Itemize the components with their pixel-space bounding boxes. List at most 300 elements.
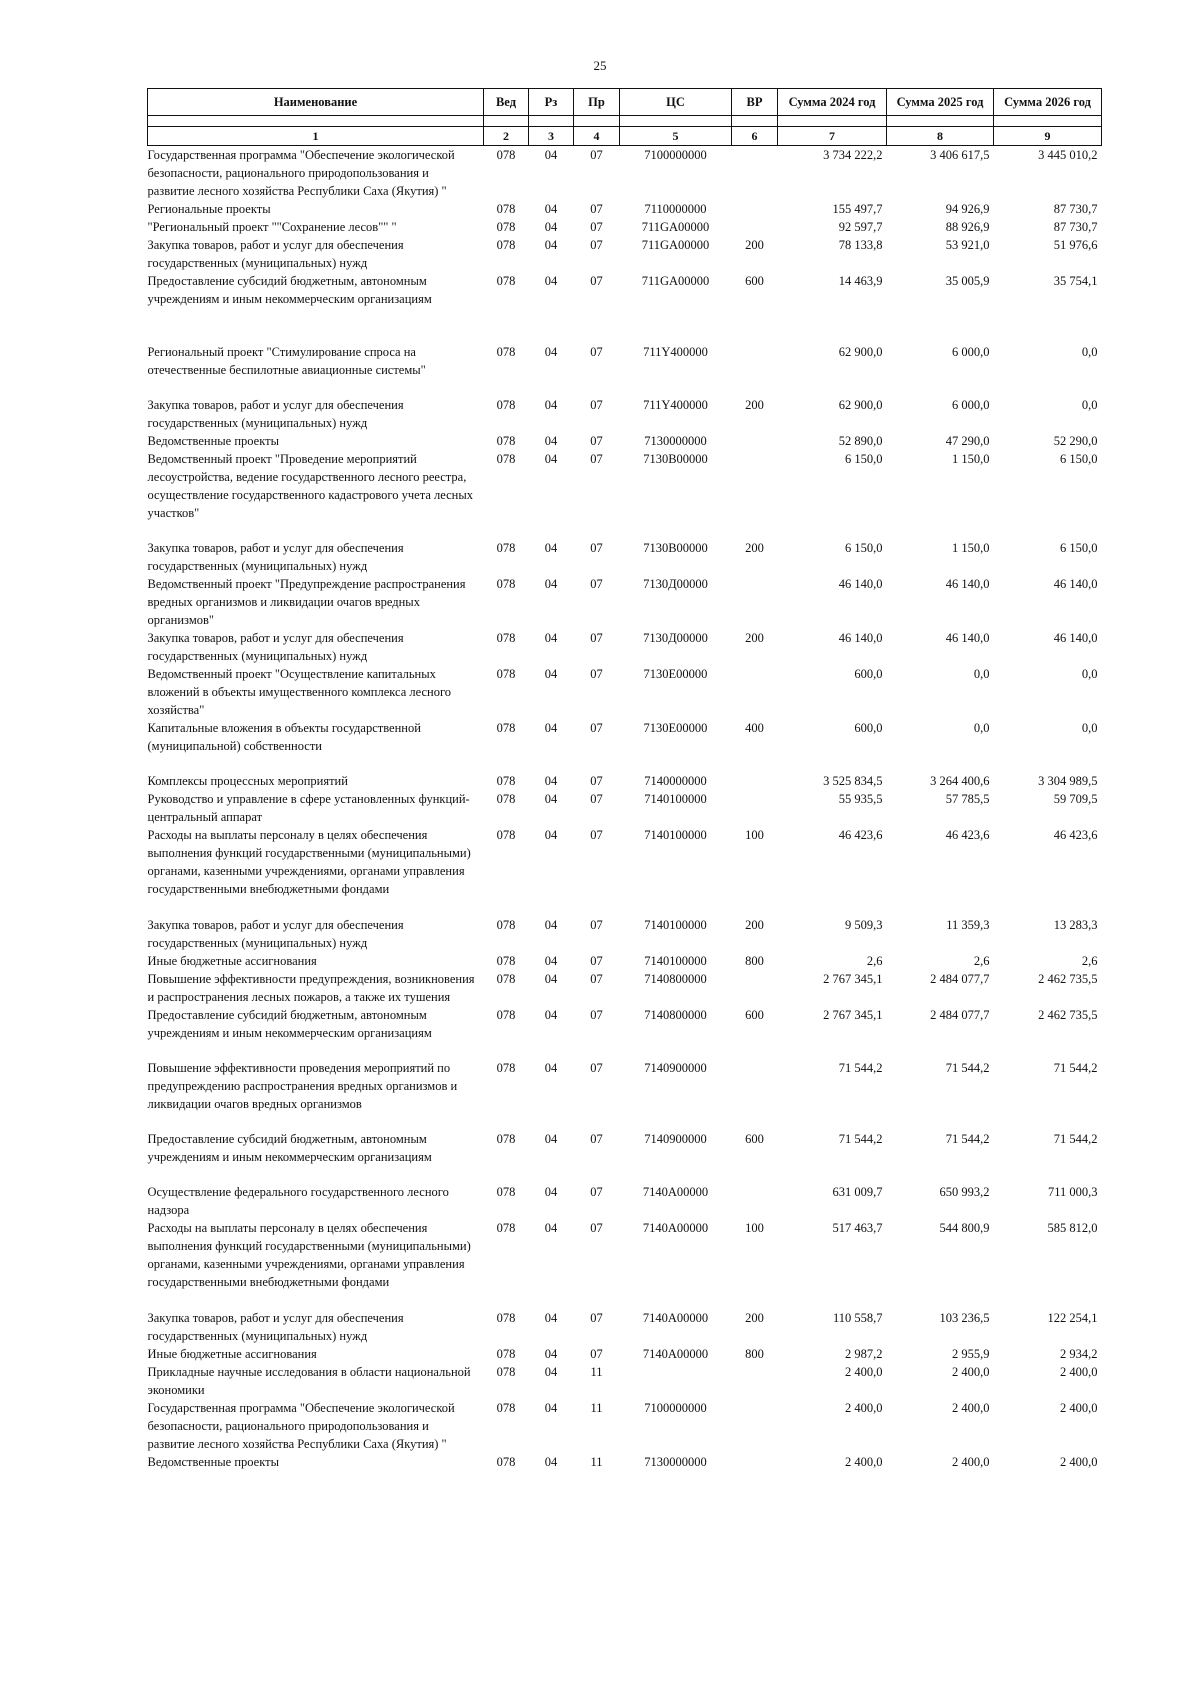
table-row [148,539,1102,575]
row-vr: 200 [745,631,764,645]
row-sum-2024: 3 734 222,2 [823,148,883,162]
row-rz: 04 [544,274,558,288]
row-pr: 07 [590,1311,603,1325]
row-sum-2024: 2 767 345,1 [823,972,883,986]
header-sum-2024: Сумма 2024 год [778,89,887,116]
row-name: Осуществление федерального государственного лесного надзора [147,1185,449,1217]
row-rz: 04 [544,398,558,412]
row-sum-2025: 46 140,0 [945,577,990,591]
row-ved: 078 [496,1132,516,1146]
row-ved: 078 [496,774,516,788]
row-sum-2026: 2 462 735,5 [1038,1008,1098,1022]
row-vr [732,200,778,218]
row-cs: 7130000000 [644,1455,707,1469]
row-pr: 07 [590,631,603,645]
row-rz: 04 [544,238,558,252]
row-rz: 04 [544,1221,558,1235]
row-pr: 07 [590,954,603,968]
table-row [148,396,1102,432]
row-sum-2025: 46 423,6 [945,828,990,842]
row-name: Предоставление субсидий бюджетным, автономным учреждениям и иным некоммерческим организациям [147,1132,432,1164]
row-sum-2026: 2 934,2 [1060,1347,1098,1361]
row-sum-2025: 35 005,9 [945,274,990,288]
row-name: Прикладные научные исследования в области национальной экономики [147,1365,471,1397]
row-rz: 04 [544,631,558,645]
row-vr: 600 [745,1008,764,1022]
table-row [148,236,1102,272]
row-rz: 04 [544,972,558,986]
row-rz: 04 [544,828,558,842]
row-sum-2025: 0,0 [973,721,990,735]
row-name: Государственная программа "Обеспечение экологической безопасности, рационального природопользования и развитие лесного хозяйства Республики Саха (Якутия) " [147,1401,455,1451]
row-ved: 078 [496,1455,516,1469]
row-name: Повышение эффективности предупреждения, возникновения и распространения лесных пожаров, а также их тушения [147,972,475,1004]
row-pr: 07 [590,434,603,448]
row-cs: 7130B00000 [643,541,708,555]
row-sum-2024: 62 900,0 [838,398,883,412]
row-sum-2024: 2 400,0 [845,1401,883,1415]
row-ved: 078 [496,452,516,466]
row-pr: 07 [590,1221,603,1235]
table-row [148,665,1102,719]
row-ved: 078 [496,1365,516,1379]
row-name: Предоставление субсидий бюджетным, автономным учреждениям и иным некоммерческим организациям [147,1008,432,1040]
table-row [148,1219,1102,1309]
table-body [148,146,1102,1472]
row-sum-2024: 600,0 [854,721,883,735]
row-name: Расходы на выплаты персоналу в целях обеспечения выполнения функций государственными (муниципальными) органами, казенными учреждениями, органами управления государственными внебюджетными фондами [147,828,471,896]
row-sum-2026: 3 445 010,2 [1038,148,1098,162]
row-vr: 600 [745,1132,764,1146]
row-pr: 07 [590,202,603,216]
row-pr: 07 [590,828,603,842]
row-pr: 07 [590,148,603,162]
row-vr: 200 [745,541,764,555]
row-cs: 711Y400000 [643,345,708,359]
row-sum-2026: 2 400,0 [1060,1455,1098,1469]
row-ved: 078 [496,1061,516,1075]
row-name: Государственная программа "Обеспечение экологической безопасности, рационального природопользования и развитие лесного хозяйства Республики Саха (Якутия) " [147,148,455,198]
row-cs: 7100000000 [644,1401,707,1415]
row-sum-2026: 46 140,0 [1053,577,1098,591]
row-pr: 11 [590,1365,603,1379]
row-sum-2024: 2 767 345,1 [823,1008,883,1022]
row-pr: 07 [590,541,603,555]
row-cs: 7140000000 [644,774,707,788]
row-sum-2025: 2 400,0 [952,1401,990,1415]
row-rz: 04 [544,434,558,448]
row-rz: 04 [544,721,558,735]
row-sum-2024: 2 987,2 [845,1347,883,1361]
column-number: 9 [994,127,1102,146]
row-name: Руководство и управление в сфере установленных функций-центральный аппарат [147,792,470,824]
table-row [148,952,1102,970]
table-header [148,89,1102,146]
row-vr: 200 [745,918,764,932]
row-sum-2024: 71 544,2 [838,1061,883,1075]
row-cs: 7140100000 [644,828,707,842]
row-rz: 04 [544,1008,558,1022]
row-sum-2024: 55 935,5 [838,792,883,806]
row-sum-2024: 517 463,7 [832,1221,883,1235]
row-cs: 711Y400000 [643,398,708,412]
row-ved: 078 [496,202,516,216]
row-vr [732,1453,778,1471]
row-sum-2025: 71 544,2 [945,1132,990,1146]
row-vr: 100 [745,1221,764,1235]
row-vr [732,218,778,236]
table-row [148,1363,1102,1399]
row-vr [732,575,778,629]
row-sum-2026: 35 754,1 [1053,274,1098,288]
row-rz: 04 [544,1185,558,1199]
table-row [148,432,1102,450]
column-number: 7 [778,127,887,146]
table-row [148,970,1102,1006]
budget-table-container [147,88,1098,1471]
column-number: 3 [529,127,574,146]
row-sum-2024: 2,6 [866,954,883,968]
table-row [148,450,1102,539]
row-ved: 078 [496,1185,516,1199]
header-sum-2026: Сумма 2026 год [994,89,1102,116]
row-sum-2026: 71 544,2 [1053,1132,1098,1146]
column-number: 1 [148,127,484,146]
row-cs: 7140100000 [644,954,707,968]
row-rz: 04 [544,1347,558,1361]
row-rz: 04 [544,792,558,806]
row-cs: 7110000000 [644,202,707,216]
row-sum-2024: 46 423,6 [838,828,883,842]
table-row [148,826,1102,916]
row-vr: 200 [745,238,764,252]
row-name: Закупка товаров, работ и услуг для обеспечения государственных (муниципальных) нужд [147,1311,404,1343]
row-sum-2025: 2 955,9 [952,1347,990,1361]
table-row [148,343,1102,396]
row-sum-2025: 650 993,2 [939,1185,990,1199]
column-number-row [148,127,1102,146]
row-pr: 07 [590,792,603,806]
row-ved: 078 [496,1401,516,1415]
row-rz: 04 [544,1401,558,1415]
column-number: 2 [484,127,529,146]
table-row [148,1453,1102,1471]
row-sum-2025: 47 290,0 [945,434,990,448]
row-rz: 04 [544,918,558,932]
row-ved: 078 [496,345,516,359]
header-pr: Пр [574,89,620,116]
row-name: Закупка товаров, работ и услуг для обеспечения государственных (муниципальных) нужд [147,631,404,663]
row-rz: 04 [544,1365,558,1379]
row-ved: 078 [496,238,516,252]
column-number: 4 [574,127,620,146]
row-sum-2025: 2 484 077,7 [930,972,990,986]
row-ved: 078 [496,631,516,645]
table-row [148,790,1102,826]
row-rz: 04 [544,541,558,555]
row-pr: 07 [590,398,603,412]
row-name: Закупка товаров, работ и услуг для обеспечения государственных (муниципальных) нужд [147,541,404,573]
header-row [148,89,1102,116]
row-cs: 7140900000 [644,1132,707,1146]
row-pr: 07 [590,238,603,252]
column-number: 5 [620,127,732,146]
row-sum-2024: 600,0 [854,667,883,681]
table-row [148,916,1102,952]
row-pr: 07 [590,721,603,735]
table-row [148,1006,1102,1059]
row-vr [732,1183,778,1219]
row-sum-2025: 6 000,0 [952,345,990,359]
row-pr: 07 [590,774,603,788]
row-pr: 07 [590,274,603,288]
row-name: Ведомственные проекты [147,1455,280,1469]
row-pr: 07 [590,1132,603,1146]
row-sum-2026: 2 462 735,5 [1038,972,1098,986]
table-row [148,1309,1102,1345]
row-ved: 078 [496,220,516,234]
row-sum-2025: 1 150,0 [952,541,990,555]
row-ved: 078 [496,434,516,448]
row-sum-2026: 122 254,1 [1047,1311,1098,1325]
row-sum-2024: 6 150,0 [845,452,883,466]
row-name: Иные бюджетные ассигнования [147,954,317,968]
table-row [148,629,1102,665]
row-sum-2026: 2 400,0 [1060,1365,1098,1379]
row-rz: 04 [544,452,558,466]
row-sum-2026: 6 150,0 [1060,452,1098,466]
row-ved: 078 [496,577,516,591]
table-row [148,146,1102,201]
row-sum-2024: 62 900,0 [838,345,883,359]
row-rz: 04 [544,220,558,234]
page-number: 25 [593,58,607,73]
row-vr: 200 [745,1311,764,1325]
row-vr: 600 [745,274,764,288]
row-sum-2025: 88 926,9 [945,220,990,234]
row-sum-2024: 6 150,0 [845,541,883,555]
row-vr: 800 [745,1347,764,1361]
row-name: Ведомственный проект "Проведение мероприятий лесоустройства, ведение государственного лесного реестра, осуществление государственного кадастрового учета лесных участков" [147,452,473,520]
row-ved: 078 [496,1008,516,1022]
row-ved: 078 [496,1311,516,1325]
row-pr: 07 [590,1061,603,1075]
row-cs: 7140A00000 [642,1347,709,1361]
row-rz: 04 [544,667,558,681]
row-pr: 11 [590,1401,603,1415]
row-vr [732,1363,778,1399]
row-pr: 07 [590,1185,603,1199]
row-rz: 04 [544,345,558,359]
row-ved: 078 [496,274,516,288]
row-pr: 07 [590,345,603,359]
row-cs: 711GA00000 [641,274,710,288]
row-sum-2024: 110 558,7 [832,1311,883,1325]
table-row [148,1059,1102,1130]
row-sum-2024: 9 509,3 [845,918,883,932]
row-cs: 7140800000 [644,972,707,986]
row-name: Ведомственный проект "Предупреждение распространения вредных организмов и ликвидации очагов вредных организмов" [147,577,466,627]
row-vr [732,970,778,1006]
row-sum-2024: 46 140,0 [838,577,883,591]
row-sum-2024: 92 597,7 [838,220,883,234]
header-cs: ЦС [620,89,732,116]
row-sum-2025: 46 140,0 [945,631,990,645]
table-row [148,218,1102,236]
header-gap [148,116,1102,127]
header-sum-2025: Сумма 2025 год [887,89,994,116]
row-rz: 04 [544,148,558,162]
row-sum-2026: 46 423,6 [1053,828,1098,842]
row-vr [732,1059,778,1130]
row-rz: 04 [544,954,558,968]
row-rz: 04 [544,1132,558,1146]
row-sum-2024: 2 400,0 [845,1365,883,1379]
table-row [148,1399,1102,1453]
row-sum-2025: 2 400,0 [952,1365,990,1379]
row-ved: 078 [496,918,516,932]
row-sum-2026: 2,6 [1081,954,1098,968]
row-ved: 078 [496,792,516,806]
row-name: Расходы на выплаты персоналу в целях обеспечения выполнения функций государственными (муниципальными) органами, казенными учреждениями, органами управления государственными внебюджетными фондами [147,1221,471,1289]
row-sum-2025: 1 150,0 [952,452,990,466]
row-sum-2024: 155 497,7 [832,202,883,216]
row-cs: 7140100000 [644,918,707,932]
row-sum-2025: 71 544,2 [945,1061,990,1075]
row-sum-2026: 585 812,0 [1047,1221,1098,1235]
row-pr: 07 [590,577,603,591]
row-sum-2026: 51 976,6 [1053,238,1098,252]
row-sum-2025: 3 406 617,5 [930,148,990,162]
row-cs: 7140A00000 [642,1185,709,1199]
row-name: Региональный проект "Стимулирование спроса на отечественные беспилотные авиационные системы" [147,345,426,377]
row-rz: 04 [544,774,558,788]
row-cs: 7140A00000 [642,1221,709,1235]
row-sum-2026: 2 400,0 [1060,1401,1098,1415]
row-sum-2025: 3 264 400,6 [930,774,990,788]
row-vr [732,772,778,790]
row-ved: 078 [496,1221,516,1235]
row-sum-2026: 711 000,3 [1047,1185,1098,1199]
row-cs: 7130E00000 [643,721,708,735]
table-row [148,200,1102,218]
row-sum-2025: 94 926,9 [945,202,990,216]
row-ved: 078 [496,148,516,162]
row-sum-2025: 2,6 [973,954,990,968]
table-row [148,772,1102,790]
row-name: Закупка товаров, работ и услуг для обеспечения государственных (муниципальных) нужд [147,918,404,950]
row-name: Капитальные вложения в объекты государственной (муниципальной) собственности [147,721,421,753]
row-sum-2025: 53 921,0 [945,238,990,252]
row-ved: 078 [496,828,516,842]
row-vr [732,790,778,826]
row-cs: 711GA00000 [641,238,710,252]
row-sum-2026: 0,0 [1081,667,1098,681]
row-vr [732,1399,778,1453]
row-vr [732,665,778,719]
table-row [148,719,1102,772]
row-name: Закупка товаров, работ и услуг для обеспечения государственных (муниципальных) нужд [147,238,404,270]
row-ved: 078 [496,721,516,735]
header-name: Наименование [148,89,484,116]
table-row [148,1130,1102,1183]
row-vr: 800 [745,954,764,968]
row-pr: 07 [590,1008,603,1022]
row-rz: 04 [544,202,558,216]
header-ved: Вед [484,89,529,116]
row-cs: 7130Д00000 [643,631,708,645]
row-sum-2024: 2 400,0 [845,1455,883,1469]
row-sum-2025: 11 359,3 [946,918,990,932]
row-sum-2025: 0,0 [973,667,990,681]
row-name: Предоставление субсидий бюджетным, автономным учреждениям и иным некоммерческим организациям [147,274,432,306]
row-pr: 07 [590,918,603,932]
row-sum-2024: 3 525 834,5 [823,774,883,788]
row-vr [732,146,778,201]
row-pr: 07 [590,667,603,681]
row-sum-2024: 46 140,0 [838,631,883,645]
row-sum-2025: 2 400,0 [952,1455,990,1469]
header-rz: Рз [529,89,574,116]
row-sum-2026: 6 150,0 [1060,541,1098,555]
row-sum-2026: 13 283,3 [1053,918,1098,932]
row-sum-2025: 103 236,5 [939,1311,990,1325]
row-vr: 100 [745,828,764,842]
row-vr: 400 [745,721,764,735]
row-sum-2026: 59 709,5 [1053,792,1098,806]
row-ved: 078 [496,954,516,968]
row-cs: 7140100000 [644,792,707,806]
table-row [148,575,1102,629]
row-rz: 04 [544,1455,558,1469]
column-number: 8 [887,127,994,146]
row-sum-2026: 87 730,7 [1053,202,1098,216]
row-ved: 078 [496,398,516,412]
row-sum-2024: 71 544,2 [838,1132,883,1146]
row-pr: 07 [590,1347,603,1361]
row-sum-2025: 57 785,5 [945,792,990,806]
row-ved: 078 [496,972,516,986]
row-cs: 7100000000 [644,148,707,162]
column-number: 6 [732,127,778,146]
row-rz: 04 [544,1311,558,1325]
row-rz: 04 [544,1061,558,1075]
row-sum-2025: 544 800,9 [939,1221,990,1235]
row-cs: 7130000000 [644,434,707,448]
row-cs: 7140A00000 [642,1311,709,1325]
row-sum-2026: 46 140,0 [1053,631,1098,645]
row-sum-2026: 87 730,7 [1053,220,1098,234]
row-pr: 07 [590,452,603,466]
row-rz: 04 [544,577,558,591]
row-vr [732,450,778,539]
row-name: Региональные проекты [147,202,271,216]
row-sum-2026: 0,0 [1081,345,1098,359]
row-name: Ведомственные проекты [147,434,280,448]
row-sum-2026: 52 290,0 [1053,434,1098,448]
row-sum-2024: 52 890,0 [838,434,883,448]
row-ved: 078 [496,667,516,681]
row-pr: 07 [590,220,603,234]
row-sum-2024: 631 009,7 [832,1185,883,1199]
row-sum-2026: 3 304 989,5 [1038,774,1098,788]
row-cs: 7130E00000 [643,667,708,681]
row-cs: 7130Д00000 [643,577,708,591]
row-sum-2026: 71 544,2 [1053,1061,1098,1075]
row-cs: 7140800000 [644,1008,707,1022]
row-sum-2025: 6 000,0 [952,398,990,412]
row-sum-2026: 0,0 [1081,721,1098,735]
